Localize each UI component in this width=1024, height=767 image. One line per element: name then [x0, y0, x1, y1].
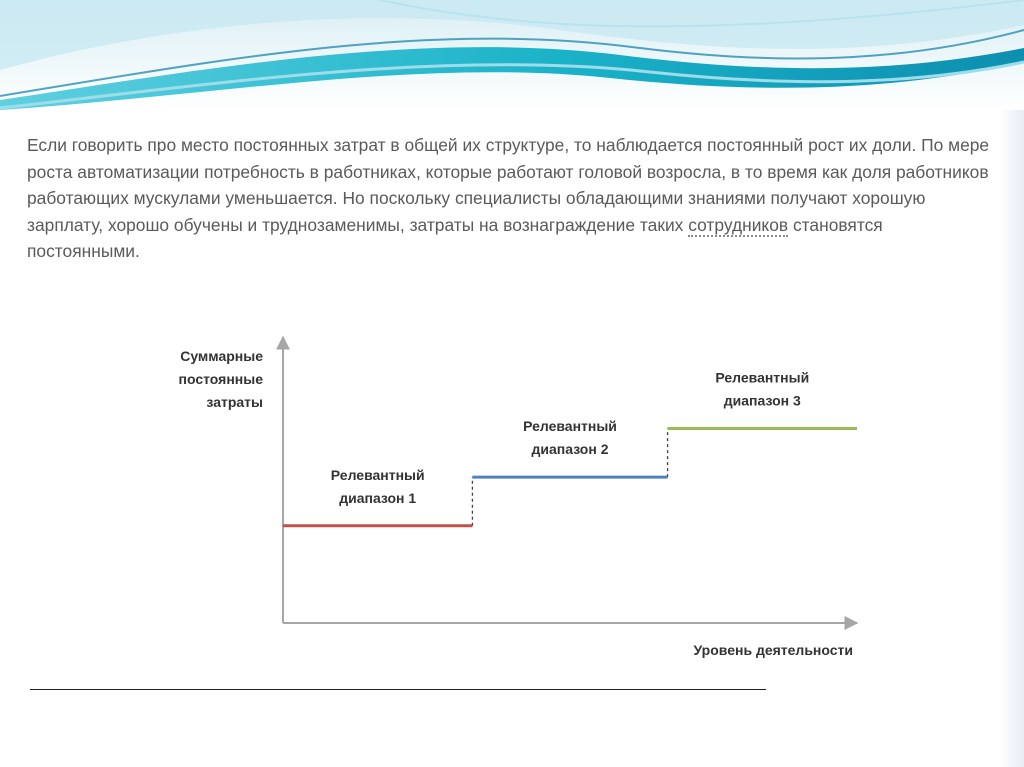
series-label-range-2-line-1: Релевантный: [523, 418, 617, 435]
body-paragraph: [27, 132, 997, 265]
bottom-rule: [30, 689, 766, 690]
series-label-range-1-line-1: Релевантный: [330, 466, 425, 483]
step-cost-chart: [0, 300, 1024, 700]
y-axis-label-line-1: Суммарные: [180, 348, 263, 364]
paragraph-text: Если говорить про место постоянных затрат в общей их структуре, то наблюдается постоянный рост их доли. По мере роста автоматизации потребность в работниках, которые работают головой возросла, в то время как доля работников работающих мускулами уменьшается. Но поскольку специалисты обладающими знаниями получают хорошую зарплату, хорошо обучены и труднозаменимы, затраты на вознаграждение таких: [27, 135, 990, 235]
series-label-range-3-line-1: Релевантный: [715, 369, 810, 386]
series-label-range-2-line-2: диапазон 2: [531, 441, 609, 458]
slide-header-waves: [0, 0, 1024, 125]
series-label-range-3-line-2: диапазон 3: [723, 392, 801, 409]
series-label-range-1-line-2: диапазон 1: [339, 489, 417, 506]
y-axis-label-line-3: затраты: [206, 394, 263, 410]
x-axis-label: Уровень деятельности: [693, 642, 853, 658]
paragraph-underlined-word: сотрудников: [688, 214, 789, 235]
paragraph-text-end: становятся постоянными.: [27, 214, 883, 261]
y-axis-label-line-2: постоянные: [178, 371, 263, 387]
